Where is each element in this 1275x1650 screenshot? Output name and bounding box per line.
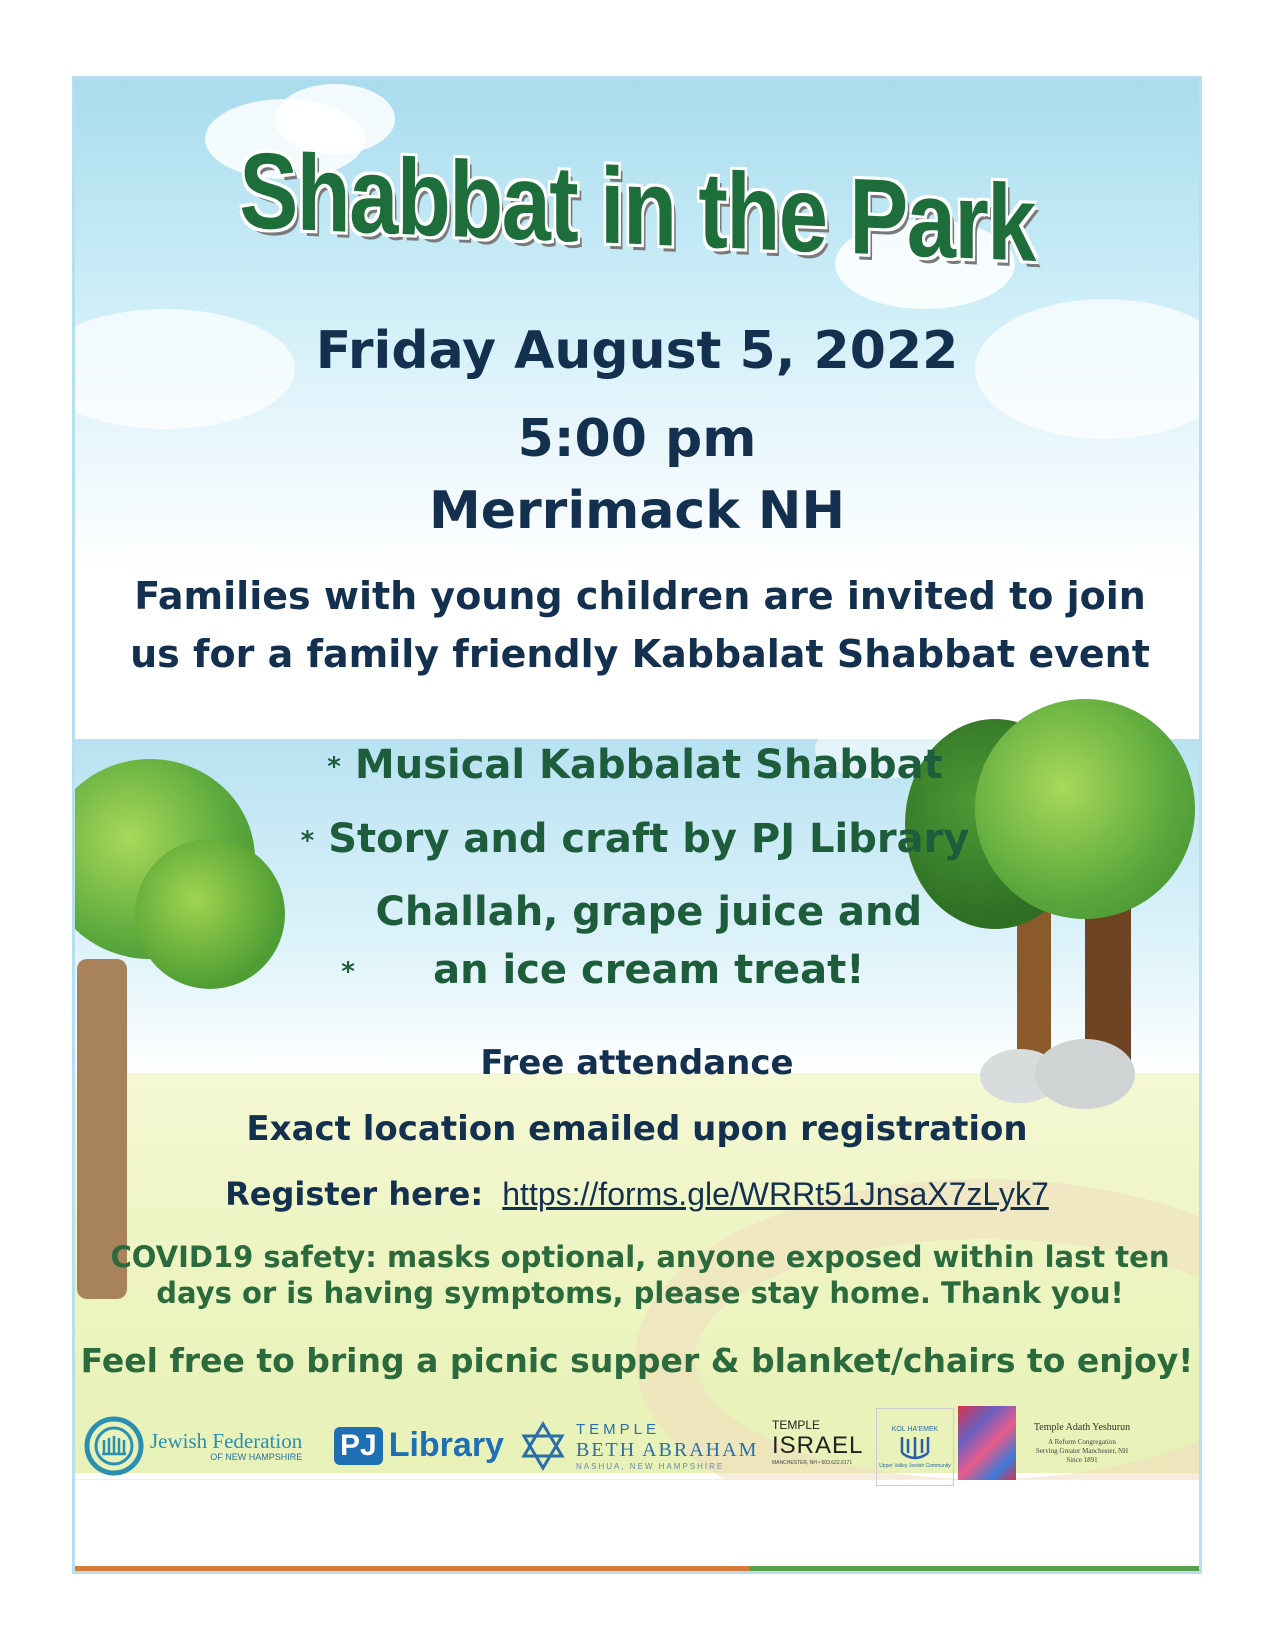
- location-note: Exact location emailed upon registration: [246, 1109, 1028, 1149]
- activity-item: [255, 803, 1015, 877]
- activity-text: Challah, grape juice and an ice cream treat!: [375, 889, 923, 993]
- bullet-star: *: [341, 957, 355, 987]
- register-label: Register here:: [225, 1175, 484, 1213]
- event-date: Friday August 5, 2022: [315, 321, 959, 381]
- activity-item: [255, 729, 1015, 803]
- federation-subtitle: OF NEW HAMPSHIRE: [210, 1451, 303, 1462]
- covid-notice: COVID19 safety: masks optional, anyone exposed within last ten days or is having symptoms, please stay home. Thank you!: [110, 1240, 1170, 1310]
- free-attendance: Free attendance: [480, 1043, 794, 1083]
- event-title: Shabbat in the Park: [239, 129, 1035, 284]
- adath-line3: Since 1891: [1066, 1455, 1098, 1464]
- activity-text: Story and craft by PJ Library: [328, 816, 970, 862]
- temple-beth-abraham-logo: [520, 1420, 758, 1472]
- pj-library-name: Library: [388, 1426, 504, 1464]
- pj-library-logo: [334, 1426, 504, 1465]
- kol-haemek-top: KOL HA'EMEK: [891, 1425, 939, 1433]
- temple-adath-yeshurun-logo: [958, 1406, 1142, 1480]
- pj-badge: PJ: [334, 1427, 383, 1465]
- star-of-david-icon: [520, 1420, 566, 1472]
- flyer: [72, 76, 1202, 1574]
- invitation-text: Families with young children are invited to join us for a family friendly Kabbalat Shabbat event: [130, 574, 1150, 676]
- temple-israel-logo: [772, 1418, 863, 1466]
- stained-glass-icon: [958, 1406, 1016, 1480]
- activity-item: [255, 883, 1015, 1001]
- menorah-circle-icon: [84, 1416, 144, 1476]
- bullet-star: *: [300, 826, 315, 856]
- beth-abraham-top: TEMPLE: [576, 1421, 661, 1439]
- israel-top: TEMPLE: [772, 1418, 821, 1432]
- registration-link[interactable]: https://forms.gle/WRRt51JnsaX7zLyk7: [502, 1176, 1049, 1212]
- beth-abraham-sub: NASHUA, NEW HAMPSHIRE: [576, 1461, 725, 1471]
- adath-name: Temple Adath Yeshurun: [1033, 1421, 1131, 1433]
- bullet-star: *: [327, 752, 341, 782]
- menorah-icon: [898, 1433, 932, 1463]
- event-time: 5:00 pm: [517, 409, 757, 469]
- event-location: Merrimack NH: [429, 481, 845, 541]
- kol-haemek-sub: Upper Valley Jewish Community: [879, 1462, 951, 1469]
- registration-line: [75, 1175, 1199, 1213]
- picnic-note: Feel free to bring a picnic supper & blanket/chairs to enjoy!: [80, 1341, 1194, 1380]
- adath-line1: A Reform Congregation: [1048, 1438, 1116, 1447]
- logo-bar-strip: [75, 1566, 1199, 1574]
- beth-abraham-name: BETH ABRAHAM: [576, 1438, 759, 1461]
- israel-sub: MANCHESTER, NH • 603.622.6171: [772, 1460, 853, 1466]
- federation-name: Jewish Federation: [150, 1428, 303, 1453]
- activity-text: Musical Kabbalat Shabbat: [354, 742, 943, 788]
- activity-list: [255, 729, 1015, 1001]
- sponsor-logo-bar: [75, 1479, 1199, 1574]
- kol-haemek-logo: [876, 1408, 954, 1486]
- adath-line2: Serving Greater Manchester, NH: [1035, 1446, 1129, 1455]
- israel-name: ISRAEL: [772, 1432, 864, 1459]
- jewish-federation-logo: [84, 1416, 319, 1476]
